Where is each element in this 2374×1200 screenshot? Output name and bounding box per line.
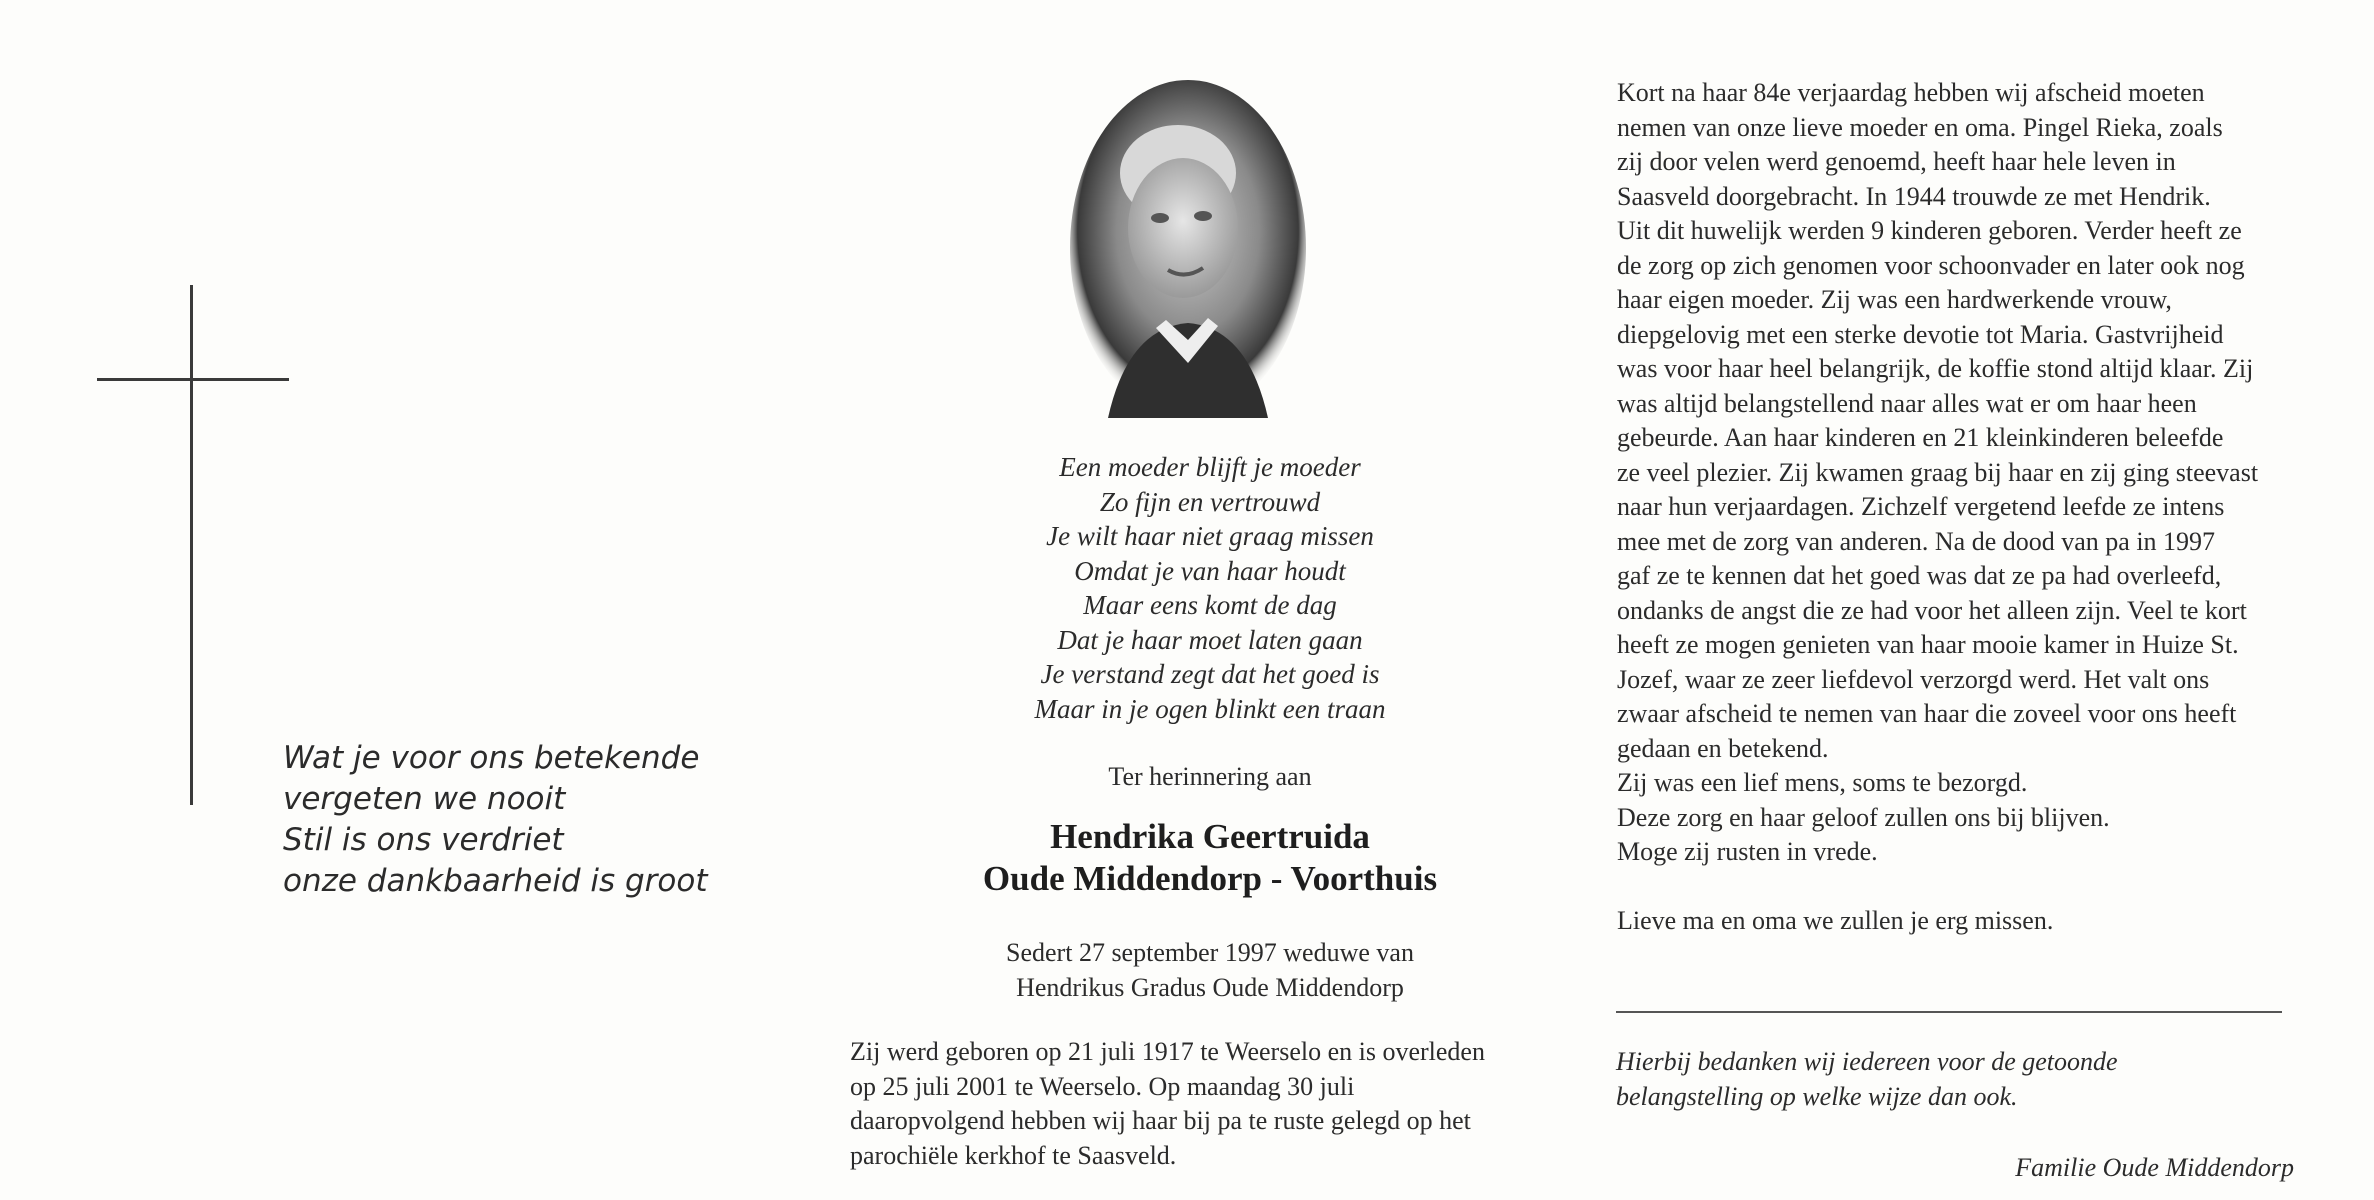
left-poem [283,738,803,902]
story-line: de zorg op zich genomen voor schoonvader en later ook nog [1617,250,2245,280]
bio-line: daaropvolgend hebben wij haar bij pa te ruste gelegd op het [850,1106,1471,1135]
story-line: gedaan en betekend. [1617,733,1829,763]
story-line: Zij was een lief mens, soms te bezorgd. [1617,768,2028,797]
portrait-photo [1068,78,1308,418]
story-line: Kort na haar 84e verjaardag hebben wij afscheid moeten [1617,78,2205,107]
story-line: naar hun verjaardagen. Zichzelf vergetend leefde ze intens [1617,492,2225,521]
cross-icon-horizontal [97,378,289,381]
bio-line: op 25 juli 2001 te Weerselo. Op maandag 30 juli [850,1071,1355,1101]
verse-line: Dat je haar moet laten gaan [1057,624,1363,655]
bio-line: Zij werd geboren op 21 juli 1917 te Weerselo en is overleden [850,1037,1485,1066]
widow-note [820,935,1600,1005]
story-line: mee met de zorg van anderen. Na de dood van pa in 1997 [1617,526,2216,556]
story-line: diepgelovig met een sterke devotie tot Maria. Gastvrijheid [1617,319,2224,349]
verse-line: Maar in je ogen blinkt een traan [1034,693,1386,724]
thanks-line: belangstelling op welke wijze dan ook. [1616,1081,2018,1111]
verse-line: Maar eens komt de dag [1083,590,1337,620]
story-line: Deze zorg en haar geloof zullen ons bij blijven. [1617,802,2110,832]
cross-icon-vertical [190,285,193,805]
verse-line: Omdat je van haar houdt [1074,555,1346,586]
biography [850,1035,1550,1173]
story-line: heeft ze mogen genieten van haar mooie kamer in Huize St. [1617,630,2239,659]
thanks-line: Hierbij bedanken wij iedereen voor de getoonde [1616,1047,2118,1076]
story-line: Saasveld doorgebracht. In 1944 trouwde ze met Hendrik. [1617,181,2211,211]
bio-line: parochiële kerkhof te Saasveld. [850,1140,1177,1170]
poem-line: onze dankbaarheid is groot [283,863,708,899]
story-line: Moge zij rusten in vrede. [1617,837,1878,866]
verse-line: Je wilt haar niet graag missen [1046,521,1374,551]
farewell-line: Lieve ma en oma we zullen je erg missen. [1617,905,2054,935]
story-line: nemen van onze lieve moeder en oma. Pingel Rieka, zoals [1617,112,2223,142]
left-panel [0,0,820,1200]
middle-panel [820,0,1600,1200]
poem-line: vergeten we nooit [283,781,566,817]
story-line: Uit dit huwelijk werden 9 kinderen geboren. Verder heeft ze [1617,216,2242,245]
story-line: ze veel plezier. Zij kwamen graag bij haar en zij ging steevast [1617,457,2259,487]
life-story [1617,76,2297,938]
poem-line: Wat je voor ons betekende [283,740,700,776]
story-line: gebeurde. Aan haar kinderen en 21 kleinkinderen beleefde [1617,423,2224,452]
family-signature: Familie Oude Middendorp [2015,1153,2294,1182]
story-line: haar eigen moeder. Zij was een hardwerkende vrouw, [1617,285,2172,314]
widow-line-2: Hendrikus Gradus Oude Middendorp [1016,973,1404,1002]
story-line: zwaar afscheid te nemen van haar die zoveel voor ons heeft [1617,699,2237,728]
thanks-note [1616,1045,2296,1114]
verse-line: Een moeder blijft je moeder [1059,452,1361,482]
story-line: was altijd belangstellend naar alles wat er om haar heen [1617,388,2197,418]
name-line-2: Oude Middendorp - Voorthuis [982,859,1438,898]
verse [820,450,1600,726]
poem-line: Stil is ons verdriet [283,822,564,858]
story-line: was voor haar heel belangrijk, de koffie stond altijd klaar. Zij [1617,354,2254,383]
verse-line: Je verstand zegt dat het goed is [1040,659,1380,689]
story-line: Jozef, waar ze zeer liefdevol verzorgd werd. Het valt ons [1617,664,2210,694]
in-memory-label: Ter herinnering aan [1108,762,1312,791]
divider [1616,1011,2282,1013]
story-line: zij door velen werd genoemd, heeft haar hele leven in [1617,147,2176,176]
widow-line-1: Sedert 27 september 1997 weduwe van [1006,938,1414,967]
story-line: gaf ze te kennen dat het goed was dat ze pa had overleefd, [1617,561,2222,590]
right-panel [1600,0,2374,1200]
verse-line: Zo fijn en vertrouwd [1099,486,1321,517]
name-line-1: Hendrika Geertruida [1050,817,1370,856]
spacer [1617,870,2297,904]
deceased-name [820,816,1600,900]
story-line: ondanks de angst die ze had voor het alleen zijn. Veel te kort [1617,595,2247,625]
